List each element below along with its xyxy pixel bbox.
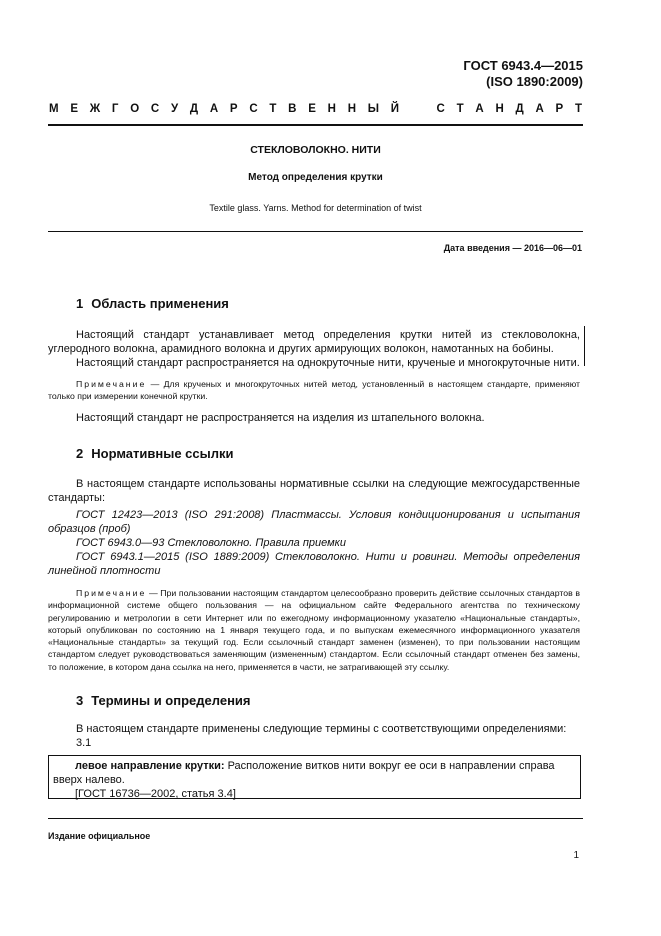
paragraph: В настоящем стандарте применены следующие термины с соответствующими определениями: — [76, 723, 567, 735]
section-1-heading — [76, 296, 229, 311]
title-divider — [48, 231, 583, 232]
interstate-standard-banner — [49, 103, 582, 115]
term-name: левое направление крутки: — [75, 760, 225, 772]
section-3-body — [48, 722, 580, 750]
footer-divider — [48, 818, 583, 819]
section-number: 3 — [76, 693, 84, 708]
term-definition-text: Расположение витков нити вокруг ее оси в направлении справа вверх налево. — [53, 760, 555, 786]
banner-letter — [411, 103, 425, 115]
banner-letter: А — [475, 103, 484, 115]
banner-letter: Н — [347, 103, 357, 115]
term-line — [53, 759, 575, 787]
page-number: 1 — [573, 850, 579, 861]
iso-number: (ISO 1890:2009) — [486, 74, 583, 89]
paragraph: В настоящем стандарте использованы нормативные ссылки на следующие межгосударственные стандарты: — [48, 478, 580, 504]
section-2-body — [48, 477, 580, 673]
section-3-heading — [76, 693, 251, 708]
banner-letter: Й — [390, 103, 400, 115]
note-text: — Для крученых и многокруточных нитей метод, установленный в настоящем стандарте, применяют только при измерении конечной крутки. — [48, 379, 580, 402]
banner-letter: Д — [189, 103, 199, 115]
document-title: СТЕКЛОВОЛОКНО. НИТИ — [250, 144, 381, 156]
paragraph: Настоящий стандарт не распространяется на изделия из штапельного волокна. — [76, 411, 485, 424]
term-source: [ГОСТ 16736—2002, статья 3.4] — [75, 788, 236, 800]
banner-letter: С — [436, 103, 445, 115]
banner-letter: Г — [111, 103, 119, 115]
section-title: Область применения — [91, 296, 229, 311]
section-2-heading — [76, 446, 233, 461]
gost-number: ГОСТ 6943.4—2015 — [463, 58, 583, 73]
banner-letter: Е — [308, 103, 316, 115]
term-definition — [53, 759, 575, 801]
banner-letter: У — [170, 103, 179, 115]
english-title: Textile glass. Yarns. Method for determination of twist — [209, 203, 422, 213]
reference-item: ГОСТ 6943.0—93 Стекловолокно. Правила приемки — [76, 537, 346, 549]
paragraph: Настоящий стандарт распространяется на однокруточные нити, крученые и многокруточные нити. — [76, 357, 580, 369]
banner-letter: Р — [555, 103, 564, 115]
banner-letter: В — [288, 103, 297, 115]
top-divider — [48, 124, 583, 126]
reference-item: ГОСТ 12423—2013 (ISO 291:2008) Пластмассы. Условия кондиционирования и испытания образцов (проб) — [48, 509, 580, 535]
section-title: Нормативные ссылки — [91, 446, 234, 461]
note — [48, 587, 580, 673]
note — [48, 378, 580, 403]
banner-letter: Д — [515, 103, 524, 115]
banner-letter: Т — [574, 103, 582, 115]
change-margin-mark — [584, 326, 585, 366]
banner-letter: Т — [456, 103, 464, 115]
banner-letter: О — [130, 103, 140, 115]
banner-letter: Е — [70, 103, 79, 115]
section-number: 2 — [76, 446, 84, 461]
banner-letter: Ы — [367, 103, 380, 115]
introduction-date: Дата введения — 2016—06—01 — [443, 243, 582, 253]
banner-letter: А — [209, 103, 219, 115]
banner-letter: Р — [229, 103, 238, 115]
banner-letter: С — [150, 103, 160, 115]
banner-letter: М — [49, 103, 59, 115]
note-text: — При пользовании настоящим стандартом целесообразно проверить действие ссылочных стандартов в информационной системе общего пользования — на официальном сайте Федерального агентства по техническому регулированию и метрологии в сети Интернет или по ежегодному информационному указателю «Национальные стандарты», который опубликован по состоянию на 1 января текущего года, и по выпускам ежемесячного информационного указателя «Национальные стандарты» за текущий год. Если ссылочный стандарт заменен (изменен), то при пользовании настоящим стандартом следует руководствоваться заменяющим (измененным) стандартом. Если ссылочный стандарт отменен без замены, то положение, в котором дана ссылка на него, применяется в части, не затрагивающей эту ссылку. — [48, 588, 580, 672]
note-label: Примечание — [76, 588, 147, 598]
banner-letter: С — [249, 103, 258, 115]
document-number-block — [463, 58, 583, 90]
paragraph: Настоящий стандарт устанавливает метод определения крутки нитей из стекловолокна, углеродного волокна, арамидного волокна и других армирующих волокон, намотанных на бобины. — [48, 329, 580, 355]
reference-item: ГОСТ 6943.1—2015 (ISO 1889:2009) Стекловолокно. Нити и ровинги. Методы определения линейной плотности — [48, 551, 580, 577]
banner-letter: Ж — [89, 103, 101, 115]
section-number: 1 — [76, 296, 84, 311]
note-label: Примечание — [76, 379, 147, 389]
section-1-body — [48, 328, 580, 425]
banner-letter: Н — [327, 103, 336, 115]
section-title: Термины и определения — [91, 693, 251, 708]
banner-letter: Н — [495, 103, 504, 115]
term-number: 3.1 — [76, 737, 92, 749]
edition-label: Издание официальное — [48, 831, 151, 841]
banner-letter: Т — [269, 103, 277, 115]
banner-letter: А — [535, 103, 544, 115]
document-subtitle: Метод определения крутки — [248, 172, 383, 183]
